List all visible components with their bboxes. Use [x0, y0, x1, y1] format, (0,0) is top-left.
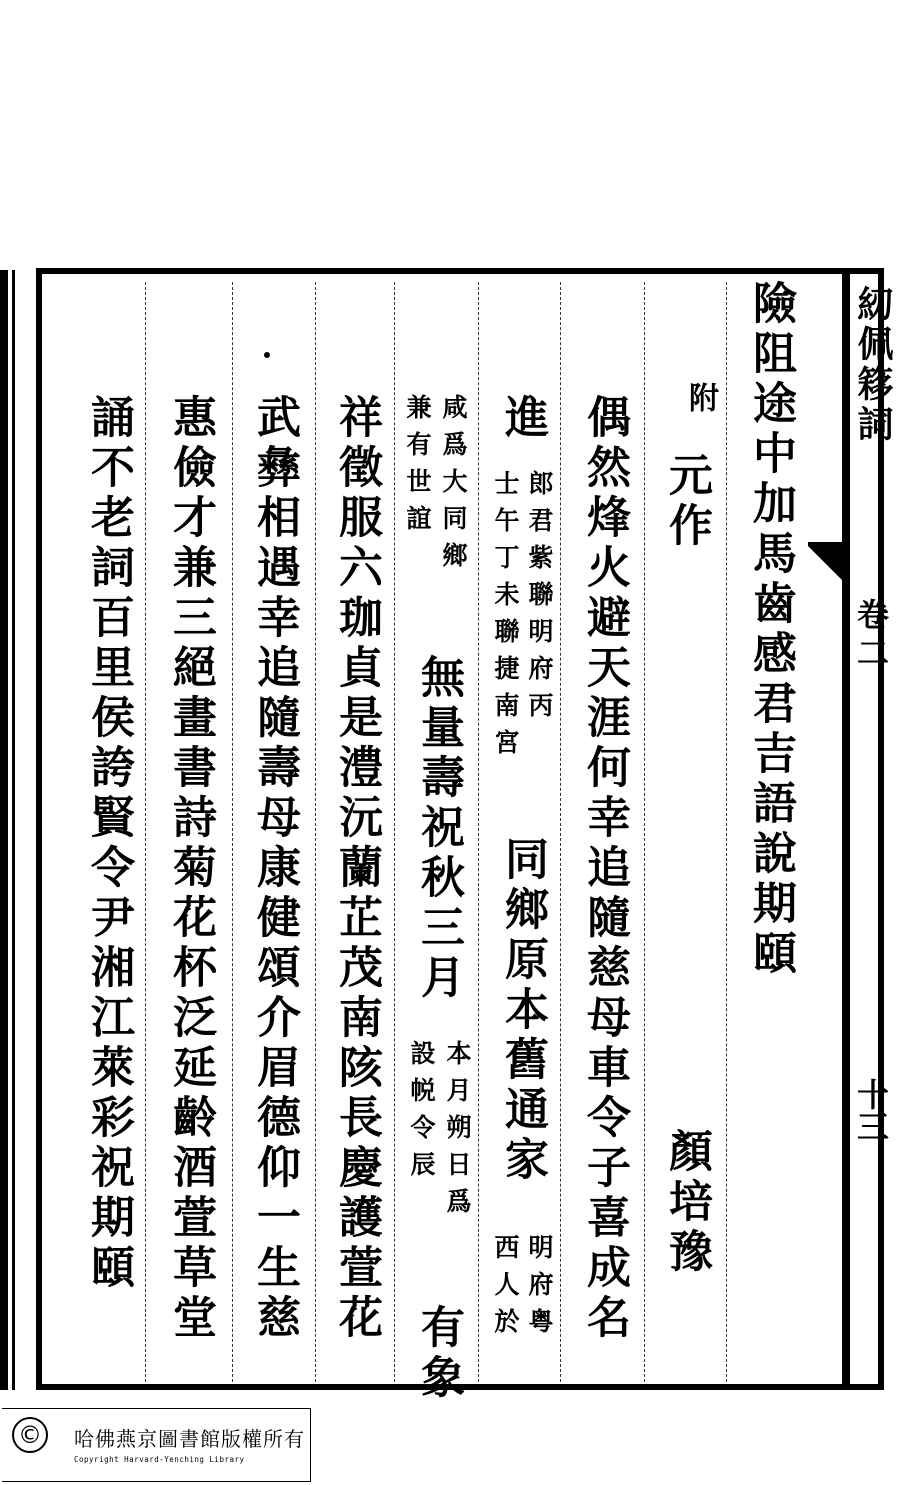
text-column-5-tail: 有象: [413, 1304, 464, 1404]
annotation-small-right: 咸爲大同鄉: [439, 394, 468, 579]
column-divider: [394, 282, 396, 1382]
frame-left-rule: [36, 268, 42, 1390]
column-divider: [232, 282, 234, 1382]
text-column-7: 武彝相遇幸追隨壽母康健頌介眉德仰一生慈: [249, 394, 300, 1344]
annotation-small-right: 郎君紫聯明府丙: [525, 470, 554, 729]
fish-tail-mark: [808, 546, 846, 584]
gutter-book-title: 紉佩簃詞: [852, 285, 894, 445]
text-column-4-main: 進: [497, 394, 548, 444]
column-divider: [315, 282, 317, 1382]
annotation-small-left: 兼有世誼: [403, 394, 432, 542]
text-column-yuanzuo: 元作: [661, 452, 712, 552]
text-column-9: 誦不老詞百里侯誇賢令尹湘江萊彩祝期頤: [83, 394, 134, 1294]
copyright-stamp: [2, 1408, 311, 1482]
gutter-page-number: 十三: [852, 1078, 890, 1142]
punctuation-dot: [264, 352, 270, 358]
copyright-chinese: 哈佛燕京圖書館版權所有: [74, 1427, 305, 1451]
column-divider: [145, 282, 147, 1382]
copyright-english: Copyright Harvard-Yenching Library: [74, 1455, 245, 1464]
column-divider: [560, 282, 562, 1382]
text-column-fu: 附: [683, 382, 718, 418]
annotation-small-right: 明府粤: [525, 1234, 554, 1345]
column-divider: [478, 282, 480, 1382]
text-column-4-main-b: 同鄉原本舊通家: [497, 836, 548, 1186]
annotation-small-left: 西人於: [491, 1234, 520, 1345]
text-column-8: 惠儉才兼三絕畫書詩菊花杯泛延齡酒萱草堂: [165, 394, 216, 1344]
author-name: 顏培豫: [661, 1128, 712, 1278]
column-divider: [726, 282, 728, 1382]
text-column-5-main: 無量壽祝秋三月: [413, 654, 464, 1004]
text-column-3: 偶然烽火避天涯何幸追隨慈母車令子喜成名: [579, 394, 630, 1344]
outer-border-left-thin: [12, 270, 15, 1390]
text-column-title: 險阻途中加馬齒感君吉語說期頤: [745, 280, 796, 980]
gutter-volume: 卷二: [852, 598, 890, 674]
annotation-small-left: 設帨令辰: [407, 1040, 436, 1188]
copyright-icon: ©: [12, 1417, 48, 1453]
column-divider: [644, 282, 646, 1382]
annotation-small-right: 本月朔日爲: [443, 1040, 472, 1225]
outer-border-left: [0, 270, 8, 1390]
annotation-small-left: 士午丁未聯捷南宮: [491, 470, 520, 766]
text-column-6: 祥徵服六珈貞是澧沅蘭芷茂南陔長慶護萱花: [331, 394, 382, 1344]
